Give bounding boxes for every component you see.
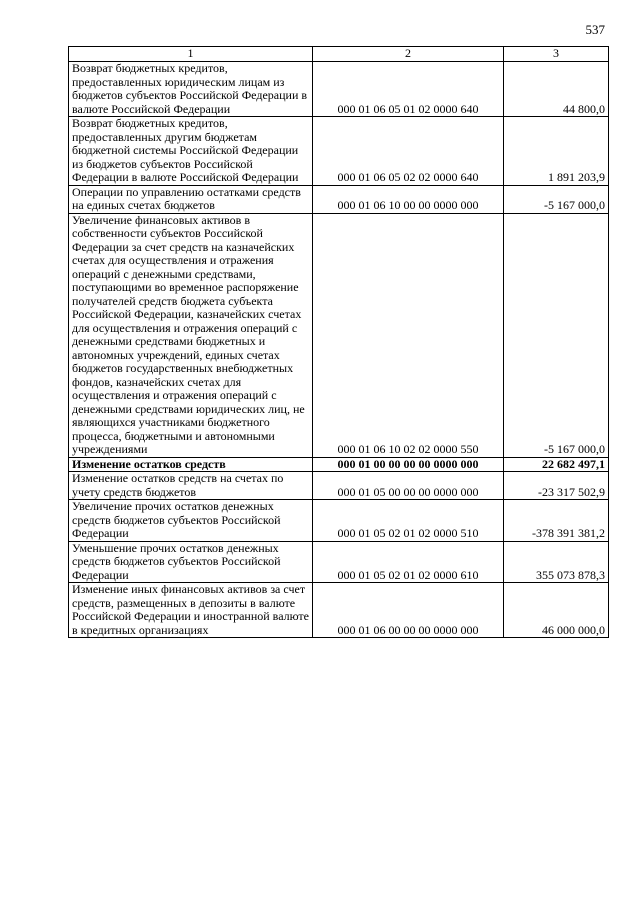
row-code: 000 01 05 00 00 00 0000 000 [313, 472, 504, 500]
table-header-row [69, 47, 609, 62]
row-code: 000 01 06 05 01 02 0000 640 [313, 62, 504, 117]
table-row [69, 62, 609, 117]
row-code: 000 01 06 05 02 02 0000 640 [313, 117, 504, 186]
row-name: Уменьшение прочих остатков денежных средств бюджетов субъектов Российской Федерации [69, 541, 313, 583]
row-code: 000 01 05 02 01 02 0000 610 [313, 541, 504, 583]
row-amount: 355 073 878,3 [504, 541, 609, 583]
row-code: 000 01 06 00 00 00 0000 000 [313, 583, 504, 638]
table-row [69, 583, 609, 638]
table-row [69, 541, 609, 583]
budget-table [68, 46, 609, 638]
row-amount: -5 167 000,0 [504, 213, 609, 457]
row-name: Возврат бюджетных кредитов, предоставленных юридическим лицам из бюджетов субъектов Российской Федерации в валюте Российской Федерации [69, 62, 313, 117]
row-name: Изменение иных финансовых активов за счет средств, размещенных в депозиты в валюте Российской Федерации и иностранной валюте в кредитных организациях [69, 583, 313, 638]
row-amount: 22 682 497,1 [504, 457, 609, 472]
row-amount: -23 317 502,9 [504, 472, 609, 500]
row-name: Увеличение финансовых активов в собственности субъектов Российской Федерации за счет средств на казначейских счетах для осуществления и отражения операций с денежными средствами, поступающими во временное распоряжение получателей средств бюджета субъекта Российской Федерации, казначейских счетах для осуществления и отражения операций с денежными средствами бюджетных и автономных учреждений, единых счетах бюджетов государственных внебюджетных фондов, казначейских счетах для осуществления и отражения операций с денежными средствами юридических лиц, не являющихся участниками бюджетного процесса, бюджетными и автономными учреждениями [69, 213, 313, 457]
row-name: Операции по управлению остатками средств на единых счетах бюджетов [69, 185, 313, 213]
column-header-3: 3 [504, 47, 609, 62]
row-code: 000 01 06 10 00 00 0000 000 [313, 185, 504, 213]
row-amount: -5 167 000,0 [504, 185, 609, 213]
row-amount: -378 391 381,2 [504, 500, 609, 542]
row-code: 000 01 06 10 02 02 0000 550 [313, 213, 504, 457]
table-row [69, 472, 609, 500]
row-name: Изменение остатков средств [69, 457, 313, 472]
row-amount: 46 000 000,0 [504, 583, 609, 638]
page-number: 537 [585, 22, 605, 37]
table-row [69, 213, 609, 457]
row-name: Возврат бюджетных кредитов, предоставленных другим бюджетам бюджетной системы Российской Федерации из бюджетов субъектов Российской Федерации в валюте Российской Федерации [69, 117, 313, 186]
table-row [69, 500, 609, 542]
table-row [69, 185, 609, 213]
row-amount: 1 891 203,9 [504, 117, 609, 186]
row-code: 000 01 00 00 00 00 0000 000 [313, 457, 504, 472]
row-name: Изменение остатков средств на счетах по учету средств бюджетов [69, 472, 313, 500]
column-header-2: 2 [313, 47, 504, 62]
table-row-total [69, 457, 609, 472]
row-code: 000 01 05 02 01 02 0000 510 [313, 500, 504, 542]
row-name: Увеличение прочих остатков денежных средств бюджетов субъектов Российской Федерации [69, 500, 313, 542]
column-header-1: 1 [69, 47, 313, 62]
table-row [69, 117, 609, 186]
row-amount: 44 800,0 [504, 62, 609, 117]
